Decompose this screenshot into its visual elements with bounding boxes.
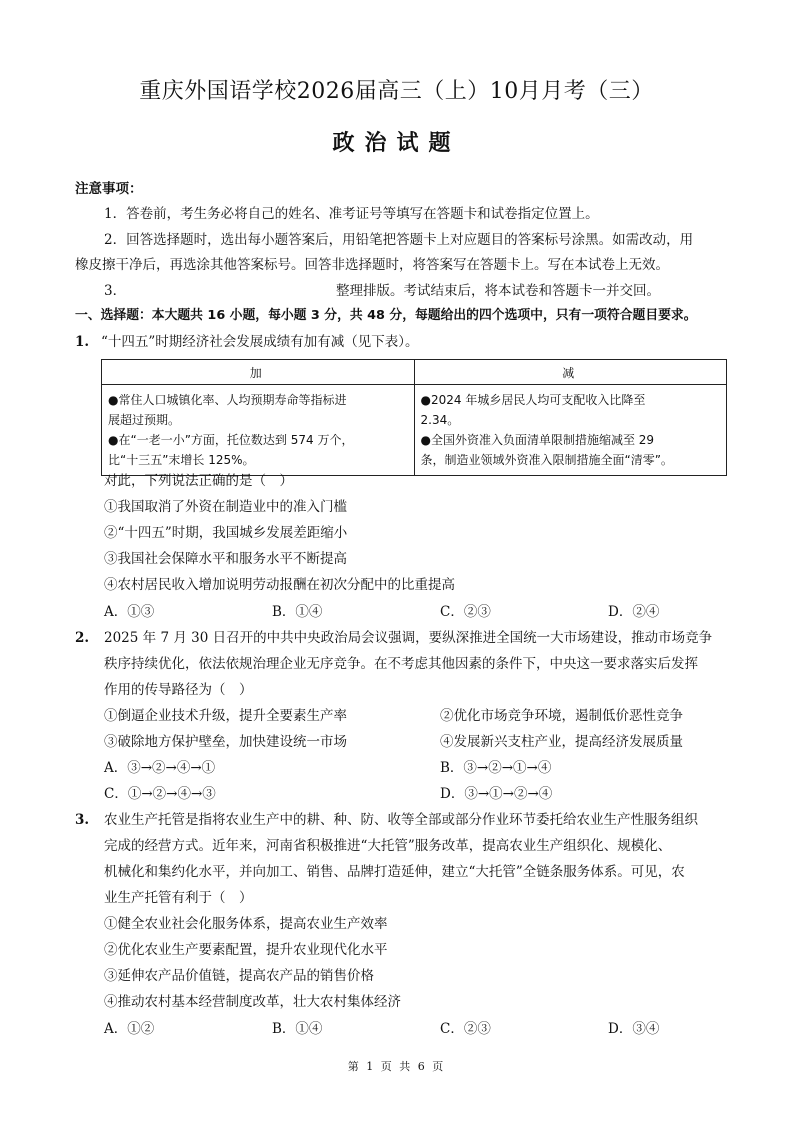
question-stem: 秩序持续优化，依法依规治理企业无序竞争。在不考虑其他因素的条件下，中央这一要求落实后发挥 <box>104 656 698 672</box>
question-stem: “十四五”时期经济社会发展成绩有加有减（见下表）。 <box>101 334 419 350</box>
option-a: A．①② <box>104 1021 155 1037</box>
statement-3: ③延伸农产品价值链，提高农产品的销售价格 <box>104 968 374 984</box>
exam-title: 重庆外国语学校2026届高三（上）10月月考（三） <box>139 79 654 104</box>
statement-3: ③我国社会保障水平和服务水平不断提高 <box>104 551 347 567</box>
table-cell-line: ●2024 年城乡居民人均可支配收入比降至 <box>420 393 646 407</box>
statement-1: ①我国取消了外资在制造业中的准入门槛 <box>104 499 347 515</box>
table-cell-line: ●在“一老一小”方面，托位数达到 574 万个， <box>108 433 354 447</box>
option-b: B．③→②→①→④ <box>440 760 552 776</box>
option-a: A．③→②→④→① <box>104 760 216 776</box>
option-d: D．②④ <box>608 604 660 620</box>
statement-4: ④发展新兴支柱产业，提高经济发展质量 <box>440 734 683 750</box>
table-cell-add <box>102 385 415 476</box>
option-d: D．③→①→②→④ <box>440 786 553 802</box>
option-c: C．②③ <box>440 1021 491 1037</box>
table-cell-line: ●全国外资准入负面清单限制措施缩减至 29 <box>420 433 655 447</box>
table-cell-subtract <box>414 385 727 476</box>
notice-heading: 注意事项： <box>75 181 143 197</box>
question-number: 2. <box>75 630 90 646</box>
question-stem: 农业生产托管是指将农业生产中的耕、种、防、收等全部或部分作业环节委托给农业生产性服务组织 <box>104 812 698 828</box>
statement-3: ③破除地方保护壁垒，加快建设统一市场 <box>104 734 347 750</box>
table-cell-line: 条，制造业领域外资准入限制措施全面“清零”。 <box>420 453 673 467</box>
exam-subject-title: 政治试题 <box>332 130 461 156</box>
statement-4: ④推动农村基本经营制度改革，壮大农村集体经济 <box>104 994 401 1010</box>
statement-1: ①健全农业社会化服务体系，提高农业生产效率 <box>104 916 388 932</box>
option-c: C．②③ <box>440 604 491 620</box>
notice-item-1: 1．答卷前，考生务必将自己的姓名、准考证号等填写在答题卡和试卷指定位置上。 <box>104 206 599 222</box>
notice-item-3-num: 3． <box>104 283 127 299</box>
notice-item-2-cont: 橡皮擦干净后，再选涂其他答案标号。回答非选择题时，将答案写在答题卡上。写在本试卷上无效。 <box>75 257 669 273</box>
option-b: B．①④ <box>272 604 323 620</box>
notice-item-2: 2．回答选择题时，选出每小题答案后，用铅笔把答题卡上对应题目的答案标号涂黑。如需改动，用 <box>104 232 694 248</box>
section-heading: 一、选择题：本大题共 16 小题，每小题 3 分，共 48 分，每题给出的四个选项中，只有一项符合题目要求。 <box>75 308 697 323</box>
question-number: 3. <box>75 812 90 828</box>
option-b: B．①④ <box>272 1021 323 1037</box>
statement-4: ④农村居民收入增加说明劳动报酬在初次分配中的比重提高 <box>104 577 455 593</box>
statement-2: ②优化农业生产要素配置，提升农业现代化水平 <box>104 942 388 958</box>
question-stem: 机械化和集约化水平，并向加工、销售、品牌打造延伸，建立“大托管”全链条服务体系。可见，农 <box>104 864 685 880</box>
option-d: D．③④ <box>608 1021 660 1037</box>
table-header-subtract: 减 <box>414 360 727 385</box>
question-stem: 2025 年 7 月 30 日召开的中共中央政治局会议强调，要纵深推进全国统一大市场建设，推动市场竞争 <box>104 630 713 646</box>
option-c: C．①→②→④→③ <box>104 786 216 802</box>
question-stem: 业生产托管有利于（ ） <box>104 890 253 906</box>
statement-1: ①倒逼企业技术升级，提升全要素生产率 <box>104 708 347 724</box>
notice-item-3: 整理排版。考试结束后，将本试卷和答题卡一并交回。 <box>336 283 660 299</box>
comparison-table <box>101 359 727 476</box>
option-a: A．①③ <box>104 604 155 620</box>
page-footer: 第 1 页 共 6 页 <box>347 1060 446 1073</box>
statement-2: ②优化市场竞争环境，遏制低价恶性竞争 <box>440 708 683 724</box>
table-cell-line: 2.34。 <box>420 413 460 427</box>
question-number: 1. <box>75 334 90 350</box>
question-stem: 完成的经营方式。近年来，河南省积极推进“大托管”服务改革，提高农业生产组织化、规模化、 <box>104 838 672 854</box>
table-cell-line: ●常住人口城镇化率、人均预期寿命等指标进 <box>108 393 347 407</box>
question-prompt: 对此，下列说法正确的是（ ） <box>104 473 293 489</box>
table-header-add: 加 <box>102 360 415 385</box>
table-cell-line: 展超过预期。 <box>108 413 181 427</box>
statement-2: ②“十四五”时期，我国城乡发展差距缩小 <box>104 525 348 541</box>
question-stem: 作用的传导路径为（ ） <box>104 682 253 698</box>
table-cell-line: 比“十三五”末增长 125%。 <box>108 453 255 467</box>
